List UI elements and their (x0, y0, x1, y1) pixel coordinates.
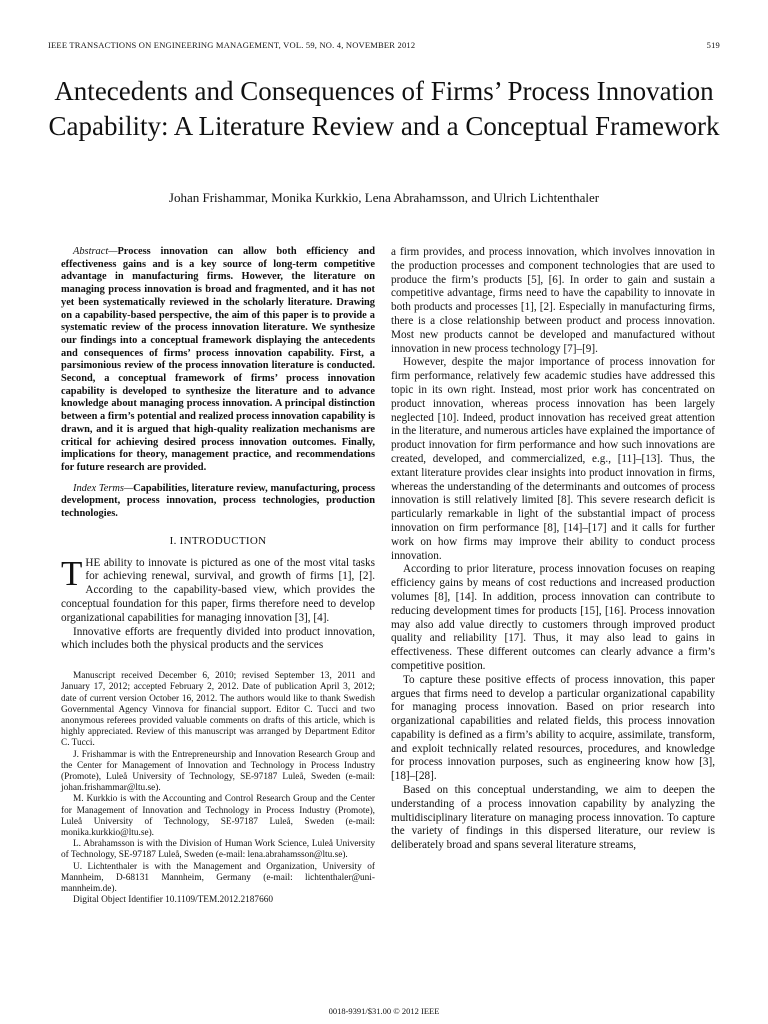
body-paragraph-1: a firm provides, and process innovation, which involves innovation in the production processes and component technologies that are used to produce the firm’s products [5], [6]. In order to gain and sustain a competitive advantage, firms need to have the capability to innovate in both products and processes [1], [2]. Especially in manufacturing firms, there is a close relationship between product and process innovation. Most new products cannot be developed and manufactured without innovation in new process technology [7]–[9]. (391, 246, 715, 355)
body-paragraph-4: To capture these positive effects of process innovation, this paper argues that firms need to develop a particular organizational capability for managing process innovation. Based on prior research into organizational capabilities and related fields, this process innovation capability is defined as a firm’s ability to acquire, assimilate, transform, and exploit technically related resources, procedures, and knowledge for process innovation purposes, such as engineering know how [3], [18]–[28]. (391, 673, 715, 783)
footnote-author-2: M. Kurkkio is with the Accounting and Control Research Group and the Center for Management of Innovation and Technology in Process Industry (Promote), Luleå University of Technology, SE-97187 Luleå, Sweden (e-mail: monika.kurkkio@ltu.se). (61, 794, 375, 838)
intro-paragraph-2: Innovative efforts are frequently divided into product innovation, which includes both the physical products and the services (61, 625, 375, 652)
drop-cap: T (61, 553, 83, 593)
index-terms-text: Capabilities, literature review, manufacturing, process development, process innovation, process technologies, production technologies. (61, 482, 375, 520)
footnote-author-4: U. Lichtenthaler is with the Management and Organization, University of Mannheim, D-68131 Mannheim, Germany (e-mail: lichtenthaler@uni-mannheim.de). (61, 861, 375, 894)
abstract (61, 246, 375, 475)
index-terms-lead: Index Terms— (73, 482, 134, 494)
page-number: 519 (706, 40, 720, 50)
body-paragraph-3: According to prior literature, process innovation focuses on reaping efficiency gains by means of cost reductions and increased production volumes [8], [14]. In addition, process innovation can contribute to reducing development times for products [15], [16]. Process innovation may also add value directly to customers through improved product quality and reliability [17]. Thus, it may also lead to gains in effectiveness. These different outcomes can clearly advance a firm’s competitive position. (391, 563, 715, 672)
footnote-doi: Digital Object Identifier 10.1109/TEM.2012.2187660 (73, 895, 274, 906)
copyright-footer: 0018-9391/$31.00 © 2012 IEEE (328, 1006, 440, 1016)
footnote-author-3: L. Abrahamsson is with the Division of Human Work Science, Luleå University of Technology, SE-97187 Luleå, Sweden (e-mail: lena.abrahamsson@ltu.se). (61, 839, 375, 861)
body-paragraph-5: Based on this conceptual understanding, we aim to deepen the understanding of a process innovation capability by analyzing the multidisciplinary literature on managing process innovation. To capture the variety of findings in this dispersed literature, our review is deliberately broad and spans several literature streams, (391, 784, 715, 852)
intro-paragraph-1 (61, 553, 375, 626)
abstract-lead: Abstract— (73, 246, 118, 257)
author-list: Johan Frishammar, Monika Kurkkio, Lena Abrahamsson, and Ulrich Lichtenthaler (168, 190, 600, 205)
abstract-text: Process innovation can allow both efficiency and effectiveness gains and is a key source of long-term competitive advantage in manufacturing firms. However, the literature on managing process innovation is broad and fragmented, and it has not yet been systematically reviewed in the scholarly literature. Drawing on a capability-based perspective, the aim of this paper is to provide a systematic review of the process innovation literature. We synthesize our findings into a conceptual framework displaying the antecedents and consequences of firms’ process innovation capability. First, a parsimonious review of the process innovation literature is conducted. Second, a conceptual framework of firms’ process innovation capability is developed to synthesize the literature and to advance knowledge about managing process innovation. A principal distinction between a firm’s potential and realized process innovation capability is drawn, and it is argued that high-quality realization mechanisms are critical for achieving desired process innovation outcomes. Finally, implications for theory, management practice, and recommendations for future research are provided. (61, 246, 375, 473)
running-header (48, 40, 720, 50)
intro-paragraph-1-text: HE ability to innovate is pictured as one of the most vital tasks for achieving renewal, survival, and growth of firms [1], [2]. According to the capability-based view, which provides the conceptual foundation for this paper, firms therefore need to develop organizational capabilities for managing innovation [3], [4]. (61, 556, 375, 624)
left-column (61, 246, 375, 906)
section-heading: I. INTRODUCTION (169, 534, 267, 547)
footnote-manuscript: Manuscript received December 6, 2010; revised September 13, 2011 and January 17, 2012; accepted February 2, 2012. Date of publication April 3, 2012; date of current version October 16, 2012. The authors would like to thank Swedish Governmental Agency Vinnova for financial support. Editor C. Tucci and two anonymous referees provided valuable comments on drafts of this article, which is highly appreciated. Review of this manuscript was arranged by Department Editor C. Tucci. (61, 671, 375, 749)
journal-name: IEEE TRANSACTIONS ON ENGINEERING MANAGEMENT, VOL. 59, NO. 4, NOVEMBER 2012 (48, 40, 416, 50)
index-terms (61, 483, 375, 521)
body-paragraph-2: However, despite the major importance of process innovation for firm performance, relatively few academic studies have addressed this topic in its own right. Instead, most prior work has concentrated on product innovation, whereas process innovation has been largely neglected [10]. Indeed, product innovation has received great attention in the literature, and numerous articles have explained the importance of product innovation for firm performance and how such innovations are created, developed, and commercialized, e.g., [11]–[13]. Thus, the extant literature provides clear insights into product innovation in firms, whereas the understanding of the determinants and outcomes of process innovation is still relatively limited [8]. This severe research deficit is particularly remarkable in light of the substantial impact of process innovation on firm performance [8], [14]–[17] and it calls for further work on how firms may improve their ability to conduct process innovation. (391, 356, 716, 562)
paper-title: Antecedents and Consequences of Firms’ Process Innovation Capability: A Literature Review and a Conceptual Framework (48, 76, 720, 141)
footnotes (61, 671, 375, 906)
right-column (391, 246, 715, 853)
footnote-author-1: J. Frishammar is with the Entrepreneurship and Innovation Research Group and the Center for Management of Innovation and Technology in Process Industry (Promote), Luleå University of Technology, SE-97187 Luleå, Sweden (e-mail: johan.frishammar@ltu.se). (61, 749, 375, 794)
